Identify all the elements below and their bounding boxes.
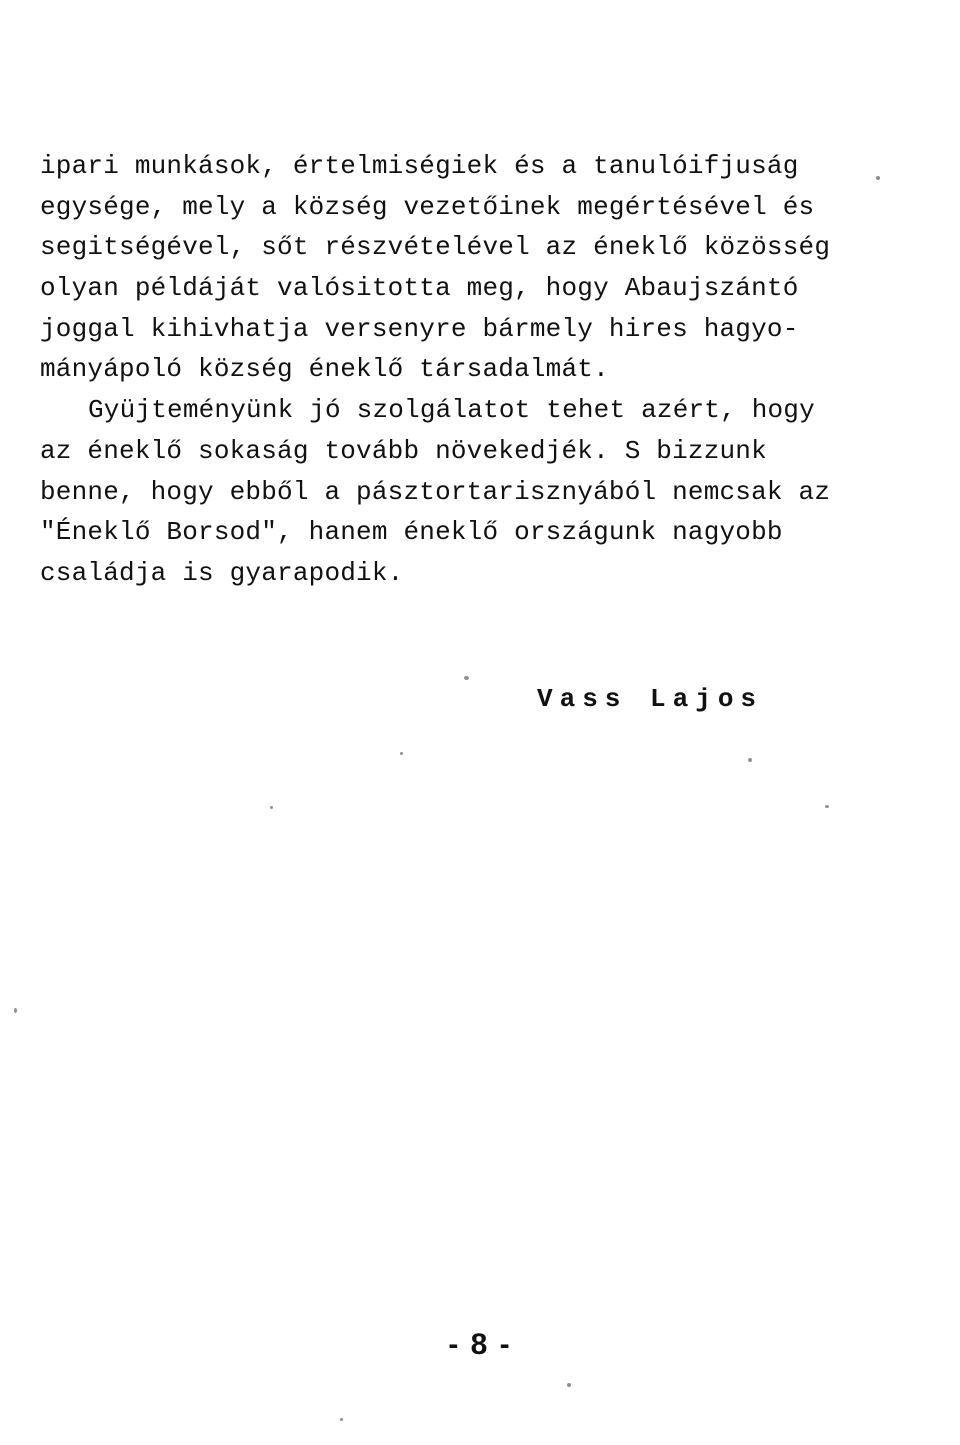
text-line: benne, hogy ebből a pásztortarisznyából nemcsak az	[40, 476, 831, 507]
text-line: az éneklő sokaság tovább növekedjék. S bizzunk	[40, 435, 767, 466]
scan-speck	[14, 1008, 17, 1013]
paragraph-start-line: Gyüjteményünk jó szolgálatot tehet azért, hogy	[88, 395, 815, 426]
text-line: családja is gyarapodik.	[40, 557, 404, 588]
scan-speck	[748, 758, 752, 762]
scan-speck	[340, 1418, 343, 1421]
text-line: mányápoló község éneklő társadalmát.	[40, 354, 609, 385]
text-line: ipari munkások, értelmiségiek és a tanulóifjuság	[40, 151, 799, 181]
scan-speck	[876, 176, 880, 180]
scan-speck	[270, 806, 273, 809]
scan-speck	[464, 676, 469, 680]
scan-speck	[825, 805, 829, 808]
text-line: segitségével, sőt részvételével az éneklő közösség	[40, 232, 831, 263]
page-number: - 8 -	[448, 1328, 512, 1361]
text-line: egysége, mely a község vezetőinek megértésével és	[40, 191, 815, 222]
text-line: "Éneklő Borsod", hanem éneklő országunk nagyobb	[40, 517, 783, 548]
author-signature: Vass Lajos	[537, 684, 764, 714]
text-line: joggal kihivhatja versenyre bármely hires hagyo-	[40, 313, 799, 344]
text-line: olyan példáját valósitotta meg, hogy Abaujszántó	[40, 273, 799, 304]
scan-speck	[567, 1383, 571, 1387]
body-text	[40, 146, 920, 594]
scan-speck	[400, 752, 403, 755]
